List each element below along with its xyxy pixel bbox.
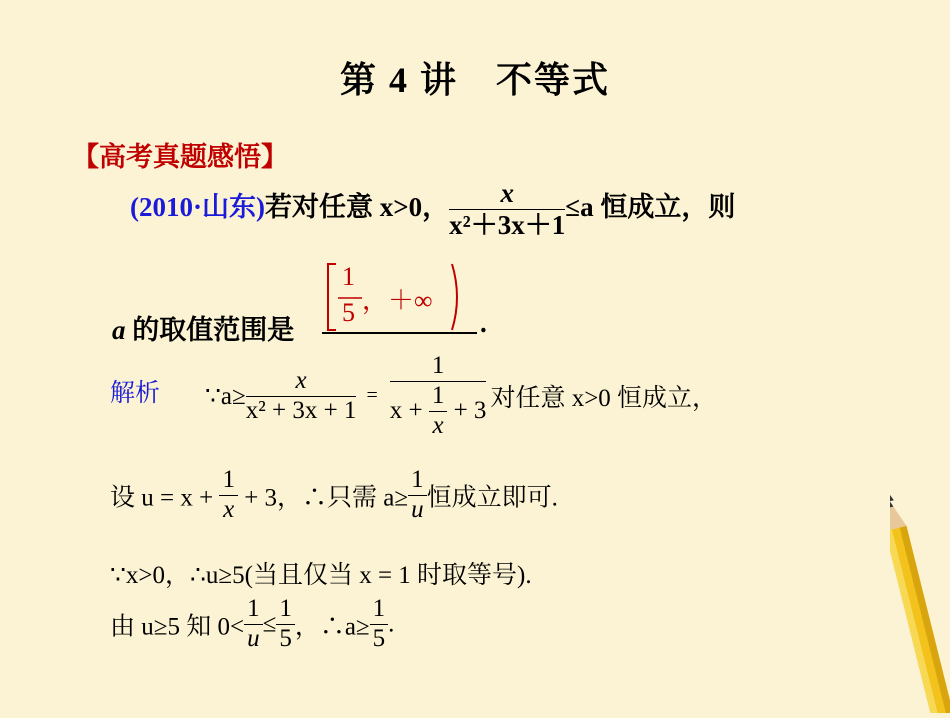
solution-line-4 xyxy=(110,595,394,654)
page-title: 第 4 讲 不等式 xyxy=(339,60,610,100)
sol1-frac-num: x xyxy=(246,367,357,397)
sol2-suffix: 恒成立即可. xyxy=(426,484,558,512)
sol2-frac2 xyxy=(408,466,427,525)
sol1-frac2-den xyxy=(390,382,487,441)
sol2-frac-num: 1 xyxy=(219,466,238,496)
sol1-frac-den: x² + 3x + 1 xyxy=(245,396,357,424)
sol1-inner-frac xyxy=(429,382,448,441)
answer-den: 5 xyxy=(342,298,355,327)
sol4-prefix: 由 u≥5 知 0< xyxy=(110,613,245,641)
sol1-frac2-den-pre: x + xyxy=(389,396,423,424)
solution-label: 解析 xyxy=(110,380,161,407)
sol4-mid: ，∴a≥ xyxy=(294,613,370,641)
sol4-f2-den: 5 xyxy=(279,624,292,652)
solution-line-2 xyxy=(110,466,558,525)
sol4-f1-num: 1 xyxy=(244,595,263,625)
sol1-prefix: ∵a≥ xyxy=(205,383,246,411)
question-line-1 xyxy=(130,178,735,241)
sol1-inner-num: 1 xyxy=(429,382,448,412)
sol4-f3-den: 5 xyxy=(372,624,386,652)
question-text-before: 若对任意 xyxy=(265,191,380,222)
answer-interval xyxy=(322,260,477,335)
answer-blank xyxy=(322,332,477,334)
sol1-frac xyxy=(246,367,357,426)
answer-num: 1 xyxy=(342,262,355,291)
question-fraction xyxy=(449,178,565,241)
sol1-eq: = xyxy=(366,384,378,407)
question-source: (2010·山东) xyxy=(130,191,265,222)
sol1-frac2-den-post: + 3 xyxy=(453,396,487,424)
sol4-end: . xyxy=(388,610,395,638)
solution-line-1 xyxy=(205,352,717,440)
sol2-frac2-den: u xyxy=(411,495,424,523)
sol2-frac xyxy=(219,466,238,525)
question-text-after: ≤a 恒成立，则 xyxy=(565,191,736,222)
sol4-frac2 xyxy=(276,595,295,654)
pencil-icon xyxy=(890,495,950,713)
sol4-le: ≤ xyxy=(262,610,277,638)
solution-line-3: ∵x>0，∴u≥5(当且仅当 x = 1 时取等号). xyxy=(110,562,532,589)
sol2-frac-den: x xyxy=(223,495,235,523)
sol1-inner-den: x xyxy=(432,411,444,439)
question-frac-num: x xyxy=(449,178,565,210)
question-line2-text: 的取值范围是 xyxy=(125,315,295,345)
sol1-frac2 xyxy=(390,352,487,440)
question-line2-var: a xyxy=(112,315,126,345)
sol4-f3-num: 1 xyxy=(370,595,389,625)
sol2-prefix: 设 u = x + xyxy=(110,484,214,512)
sol4-frac1 xyxy=(244,595,263,654)
question-line2-end: . xyxy=(480,308,487,338)
sol2-frac2-num: 1 xyxy=(408,466,427,496)
sol4-frac3 xyxy=(370,595,389,654)
section-header: 【高考真题感悟】 xyxy=(72,142,288,172)
sol4-f1-den: u xyxy=(247,624,260,652)
answer-tail: ，＋∞ xyxy=(362,286,433,315)
question-frac-den: x²＋3x＋1 xyxy=(449,210,566,241)
question-line-2 xyxy=(112,308,294,347)
sol1-frac2-num: 1 xyxy=(390,352,487,382)
sol1-suffix: 对任意 x>0 恒成立， xyxy=(490,385,718,413)
sol4-f2-num: 1 xyxy=(276,595,295,625)
sol2-mid: + 3，∴只需 a≥ xyxy=(244,484,409,512)
question-condition: x>0， xyxy=(379,191,450,222)
